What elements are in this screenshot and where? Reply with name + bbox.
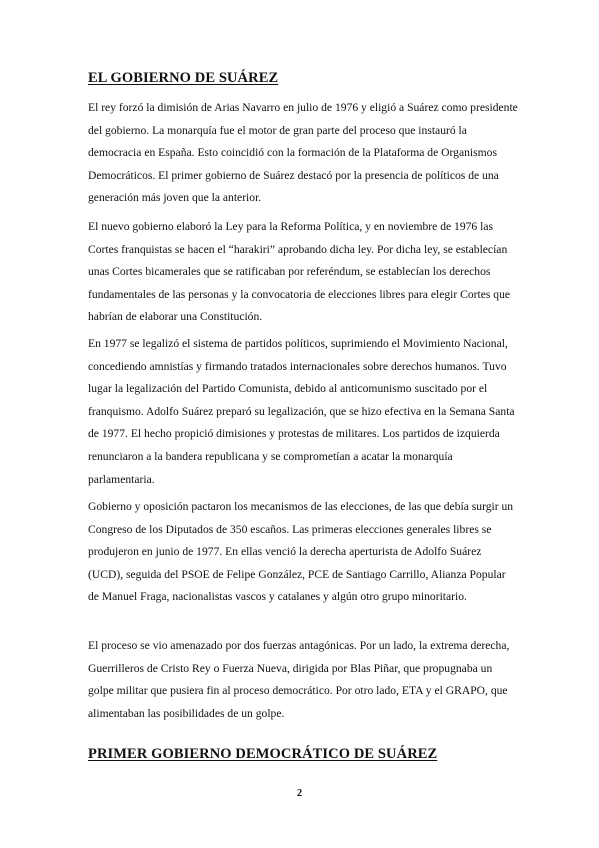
paragraph: El rey forzó la dimisión de Arias Navarro en julio de 1976 y eligió a Suárez como presidente del gobierno. La monarquía fue el motor de gran parte del proceso que instauró la democracia en España. Esto coincidió con la formación de la Plataforma de Organismos Democráticos. El primer gobierno de Suárez destacó por la presencia de políticos de una generación más joven que la anterior.	[88, 101, 518, 205]
paragraph: El nuevo gobierno elaboró la Ley para la Reforma Política, y en noviembre de 1976 las Cortes franquistas se hacen el “harakiri” aprobando dicha ley. Por dicha ley, se establecían unas Cortes bicamerales que se ratificaban por referéndum, se establecían los derechos fundamentales de las personas y la convocatoria de elecciones libres para elegir Cortes que habrían de elaborar una Constitución.	[88, 220, 511, 324]
paragraph: El proceso se vio amenazado por dos fuerzas antagónicas. Por un lado, la extrema derecha, Guerrilleros de Cristo Rey o Fuerza Nueva, dirigida por Blas Piñar, que propugnaba un golpe militar que pusiera fin al proceso democrático. Por otro lado, ETA y el GRAPO, que alimentaban las posibilidades de un golpe.	[88, 639, 510, 720]
paragraph: En 1977 se legalizó el sistema de partidos políticos, suprimiendo el Movimiento Nacional, concediendo amnistías y firmando tratados internacionales sobre derechos humanos. Tuvo lugar la legalización del Partido Comunista, debido al anticomunismo suscitado por el franquismo. Adolfo Suárez preparó su legalización, que se hizo efectiva en la Semana Santa de 1977. El hecho propició dimisiones y protestas de militares. Los partidos de izquierda renunciaron a la bandera republicana y se comprometían a acatar la monarquía parlamentaria.	[88, 337, 515, 486]
section-heading-primer-gobierno: PRIMER GOBIERNO DEMOCRÁTICO DE SUÁREZ	[88, 746, 438, 762]
section-heading-gobierno-suarez: EL GOBIERNO DE SUÁREZ	[88, 70, 279, 86]
page-number: 2	[296, 788, 303, 799]
paragraph: Gobierno y oposición pactaron los mecanismos de las elecciones, de las que debía surgir un Congreso de los Diputados de 350 escaños. Las primeras elecciones generales libres se produjeron en junio de 1977. En ellas venció la derecha aperturista de Adolfo Suárez (UCD), seguida del PSOE de Felipe González, PCE de Santiago Carrillo, Alianza Popular de Manuel Fraga, nacionalistas vascos y catalanes y algún otro grupo minoritario.	[88, 500, 514, 604]
